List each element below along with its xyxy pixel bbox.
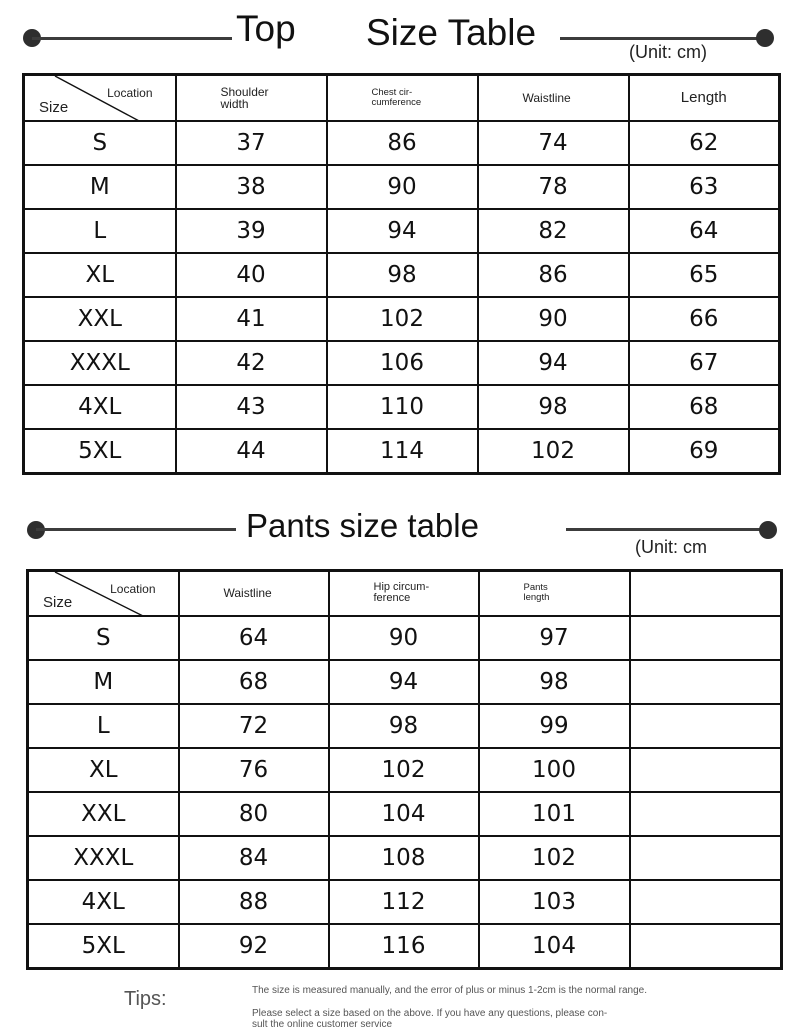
shoulder-cell: 44 [176,429,327,474]
waist-cell: 98 [478,385,629,429]
shoulder-cell: 37 [176,121,327,165]
header-waistline [179,571,329,616]
empty-cell [630,836,782,880]
size-cell: 4XL [24,385,176,429]
table-row [24,253,780,297]
size-cell: S [28,616,179,660]
shoulder-cell: 40 [176,253,327,297]
size-cell: XXXL [28,836,179,880]
size-cell: M [28,660,179,704]
pants-header-row [28,571,782,616]
hip-cell: 90 [329,616,479,660]
header-hip-label: Hip circum- ference [373,581,430,605]
length-cell: 100 [479,748,630,792]
length-cell: 104 [479,924,630,969]
hip-cell: 102 [329,748,479,792]
left-rule-pants [36,528,236,531]
corner-size-label: Size [43,593,73,611]
table-row [24,385,780,429]
pants-table-title: Pants size table [246,507,479,544]
size-cell: XXL [28,792,179,836]
table-row [28,748,782,792]
empty-cell [630,880,782,924]
length-cell: 63 [629,165,780,209]
pants-size-table [26,569,783,970]
length-cell: 64 [629,209,780,253]
size-cell: L [28,704,179,748]
table-row [28,616,782,660]
length-cell: 102 [479,836,630,880]
table-row [24,165,780,209]
length-cell: 66 [629,297,780,341]
right-rule-pants [566,528,766,531]
corner-location-label: Location [107,86,153,100]
table-row [28,924,782,969]
left-rule-top [32,37,232,40]
shoulder-cell: 38 [176,165,327,209]
length-cell: 65 [629,253,780,297]
shoulder-cell: 43 [176,385,327,429]
header-hip [329,571,479,616]
table-row [28,880,782,924]
header-shoulder-width [176,75,327,121]
right-dot-pants [759,521,777,539]
table-row [24,209,780,253]
size-cell: XL [28,748,179,792]
tips-label: Tips: [124,988,167,1010]
header-waistline-label: Waistline [522,90,571,105]
top-size-table [22,73,781,475]
header-pants-length [479,571,630,616]
length-cell: 67 [629,341,780,385]
length-cell: 101 [479,792,630,836]
waist-cell: 76 [179,748,329,792]
unit-note-top: (Unit: cm) [629,42,707,62]
header-pants-length-label: Pants length [523,582,550,604]
chest-cell: 110 [327,385,478,429]
top-category-title: Top [236,8,296,49]
waist-cell: 94 [478,341,629,385]
shoulder-cell: 39 [176,209,327,253]
waist-cell: 88 [179,880,329,924]
chest-cell: 90 [327,165,478,209]
header-waistline [478,75,629,121]
empty-cell [630,704,782,748]
length-cell: 99 [479,704,630,748]
hip-cell: 112 [329,880,479,924]
unit-note-pants: (Unit: cm [635,537,707,557]
length-cell: 62 [629,121,780,165]
size-cell: XL [24,253,176,297]
chest-cell: 102 [327,297,478,341]
waist-cell: 92 [179,924,329,969]
chest-cell: 106 [327,341,478,385]
table-row [24,341,780,385]
empty-cell [630,792,782,836]
waist-cell: 86 [478,253,629,297]
waist-cell: 102 [478,429,629,474]
waist-cell: 74 [478,121,629,165]
size-table-title: Size Table [366,12,537,53]
tip-line-2: Please select a size based on the above. If you have any questions, please con- [252,1008,608,1019]
table-row [24,429,780,474]
waist-cell: 80 [179,792,329,836]
size-cell: 5XL [24,429,176,474]
corner-location-label: Location [110,582,156,596]
hip-cell: 94 [329,660,479,704]
table-row [28,836,782,880]
header-empty [630,571,782,616]
table-row [28,704,782,748]
waist-cell: 82 [478,209,629,253]
length-cell: 68 [629,385,780,429]
table-row [24,297,780,341]
length-cell: 69 [629,429,780,474]
shoulder-cell: 41 [176,297,327,341]
header-chest [327,75,478,121]
hip-cell: 104 [329,792,479,836]
header-length [629,75,780,121]
pants-corner-cell [28,571,179,616]
size-cell: S [24,121,176,165]
top-header-row [24,75,780,121]
size-cell: L [24,209,176,253]
waist-cell: 72 [179,704,329,748]
hip-cell: 98 [329,704,479,748]
right-rule-top [560,37,765,40]
length-cell: 98 [479,660,630,704]
size-cell: M [24,165,176,209]
table-row [24,121,780,165]
waist-cell: 64 [179,616,329,660]
size-cell: XXL [24,297,176,341]
waist-cell: 90 [478,297,629,341]
chest-cell: 94 [327,209,478,253]
size-cell: XXXL [24,341,176,385]
length-cell: 103 [479,880,630,924]
size-cell: 4XL [28,880,179,924]
empty-cell [630,616,782,660]
waist-cell: 68 [179,660,329,704]
empty-cell [630,748,782,792]
chest-cell: 114 [327,429,478,474]
hip-cell: 116 [329,924,479,969]
header-shoulder-label: Shoulder width [220,84,269,111]
empty-cell [630,660,782,704]
right-dot-top [756,29,774,47]
corner-size-label: Size [39,98,69,116]
tip-line-3: sult the online customer service [252,1019,393,1030]
empty-cell [630,924,782,969]
header-chest-label: Chest cir- cumference [371,86,422,108]
waist-cell: 84 [179,836,329,880]
chest-cell: 98 [327,253,478,297]
hip-cell: 108 [329,836,479,880]
table-row [28,792,782,836]
length-cell: 97 [479,616,630,660]
top-corner-cell [24,75,176,121]
tip-line-1: The size is measured manually, and the error of plus or minus 1-2cm is the normal range. [252,985,647,996]
header-waistline-label: Waistline [223,586,272,601]
chest-cell: 86 [327,121,478,165]
header-length-label: Length [680,88,727,106]
shoulder-cell: 42 [176,341,327,385]
waist-cell: 78 [478,165,629,209]
table-row [28,660,782,704]
size-cell: 5XL [28,924,179,969]
